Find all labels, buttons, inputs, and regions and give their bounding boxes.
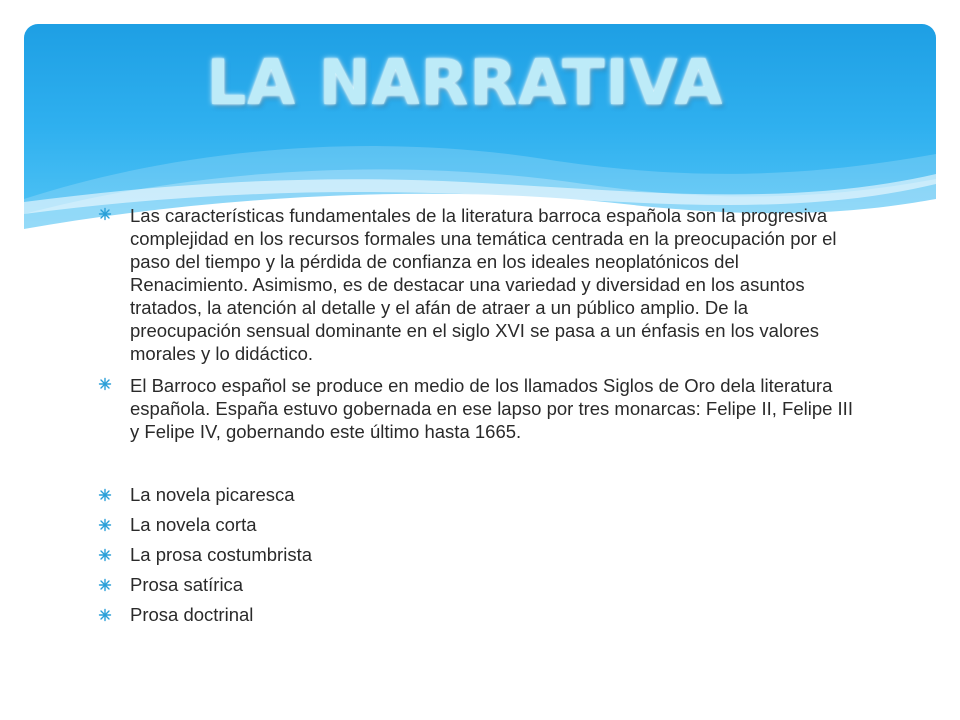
- list-item-label: Prosa doctrinal: [130, 604, 254, 625]
- asterisk-bullet-icon: [98, 608, 112, 622]
- asterisk-bullet-icon: [98, 377, 112, 391]
- list-item-label: La novela picaresca: [130, 484, 295, 505]
- asterisk-bullet-icon: [98, 488, 112, 502]
- list-item-label: La novela corta: [130, 514, 257, 535]
- paragraph-text: Las características fundamentales de la literatura barroca española son la progresiva complejidad en los recursos formales una temática centrada en la preocupación por el paso del tiempo y la pérdida de confianza en los ideales neoplatónicos del Renacimiento. Asimismo, es de destacar una variedad y diversidad en los asuntos tratados, la atención al detalle y el afán de atraer a un público amplio. De la preocupación sensual dominante en el siglo XVI se pasa a un énfasis en los valores morales y lo didáctico.: [130, 205, 837, 364]
- asterisk-bullet-icon: [98, 207, 112, 221]
- slide-body: [98, 204, 858, 630]
- list-item-novela-corta: [98, 510, 858, 540]
- slide-title: LA NARRATIVA: [206, 46, 724, 119]
- spacer: [98, 452, 858, 480]
- list-item-prosa-doctrinal: [98, 600, 858, 630]
- paragraph-caracteristicas: [98, 204, 858, 365]
- paragraph-text: El Barroco español se produce en medio de los llamados Siglos de Oro dela literatura española. España estuvo gobernada en ese lapso por tres monarcas: Felipe II, Felipe III y Felipe IV, gobernando este último hasta 1665.: [130, 375, 853, 442]
- list-item-prosa-satirica: [98, 570, 858, 600]
- asterisk-bullet-icon: [98, 548, 112, 562]
- list-item-prosa-costumbrista: [98, 540, 858, 570]
- paragraph-barroco: [98, 374, 858, 443]
- asterisk-bullet-icon: [98, 518, 112, 532]
- asterisk-bullet-icon: [98, 578, 112, 592]
- list-item-label: La prosa costumbrista: [130, 544, 313, 565]
- list-item-novela-picaresca: [98, 480, 858, 510]
- list-item-label: Prosa satírica: [130, 574, 244, 595]
